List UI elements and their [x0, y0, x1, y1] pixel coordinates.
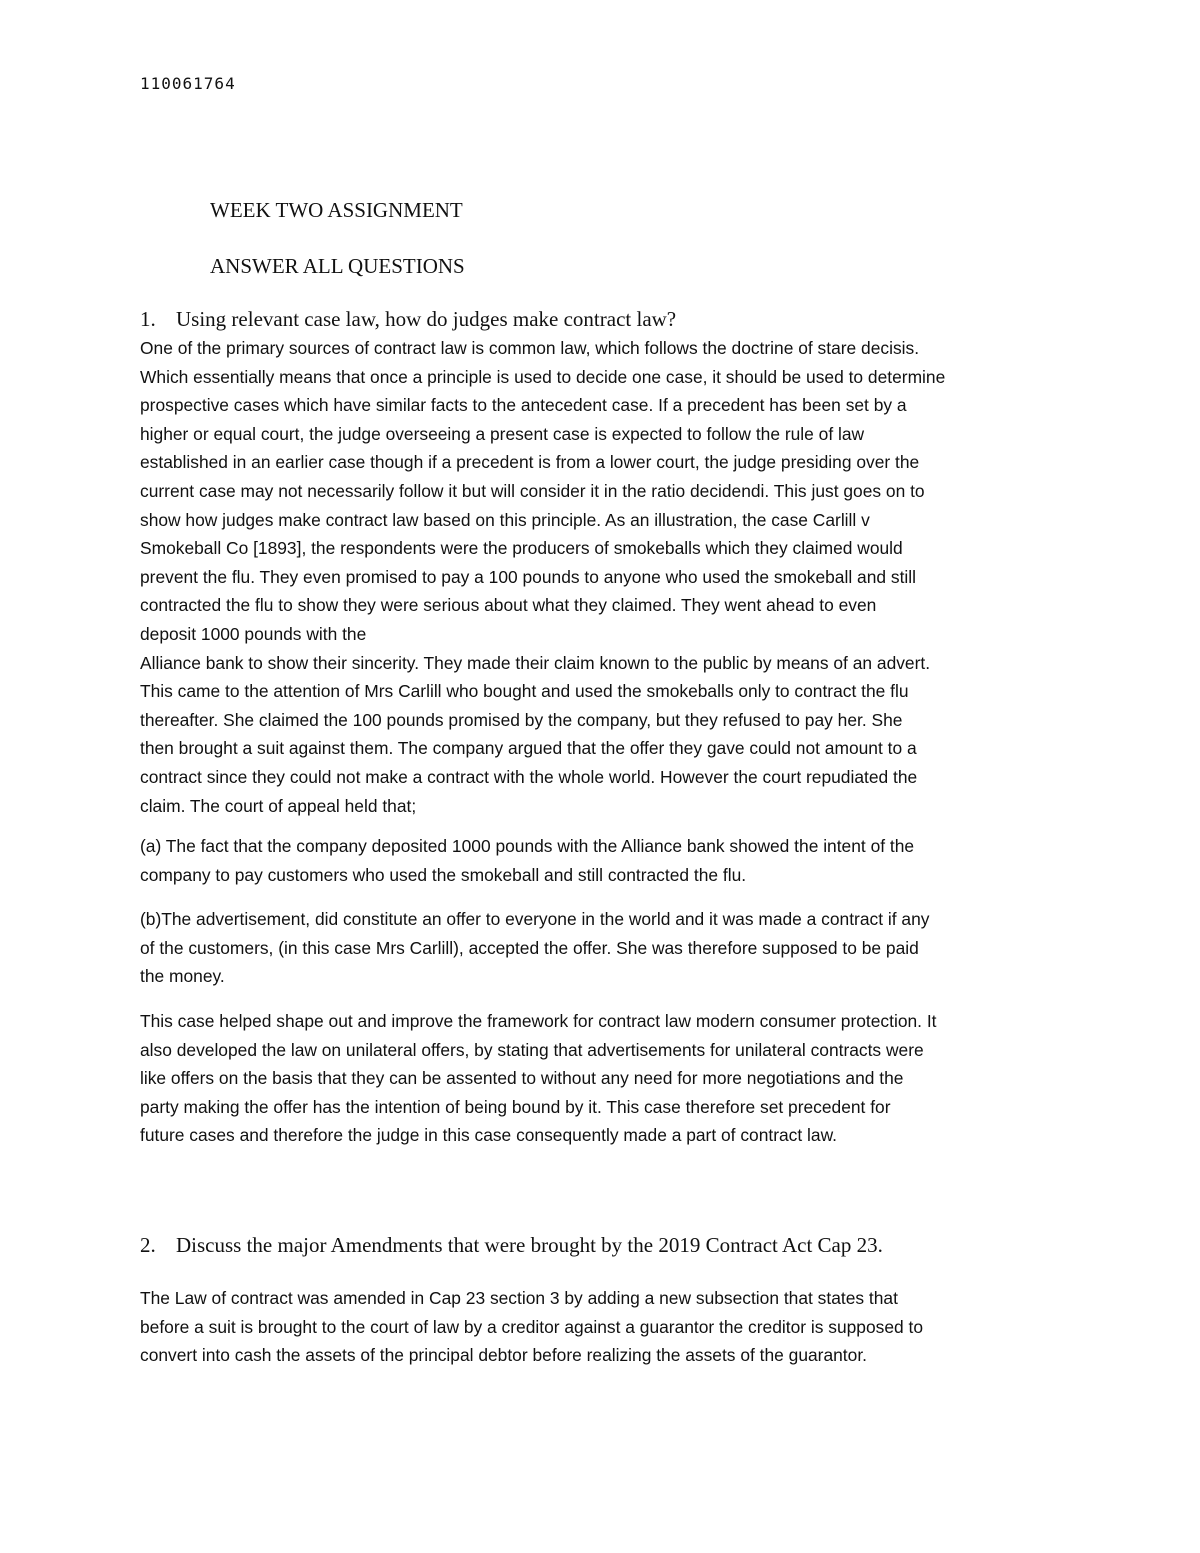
answer-line: show how judges make contract law based on this principle. As an illustration, the case Carlill v [140, 509, 870, 530]
conclusion-line: like offers on the basis that they can be assented to without any need for more negotiations and the [140, 1068, 904, 1089]
question-1-conclusion [140, 1007, 1070, 1150]
answer-line: The Law of contract was amended in Cap 23 section 3 by adding a new subsection that states that [140, 1288, 898, 1308]
answer-line: One of the primary sources of contract law is common law, which follows the doctrine of stare decisis. [140, 338, 920, 358]
question-2-text: Discuss the major Amendments that were brought by the 2019 Contract Act Cap 23. [176, 1233, 883, 1257]
answer-line: higher or equal court, the judge overseeing a present case is expected to follow the rule of law [140, 423, 865, 444]
conclusion-line: also developed the law on unilateral offers, by stating that advertisements for unilateral contracts were [140, 1039, 924, 1060]
assignment-title: WEEK TWO ASSIGNMENT [210, 198, 463, 222]
point-b-line: of the customers, (in this case Mrs Carlill), accepted the offer. She was therefore supposed to be paid [140, 937, 919, 958]
point-b-line: (b)The advertisement, did constitute an offer to everyone in the world and it was made a contract if any [140, 909, 930, 929]
point-a-line: (a) The fact that the company deposited 1000 pounds with the Alliance bank showed the intent of the [140, 836, 915, 856]
answer-line: Alliance bank to show their sincerity. They made their claim known to the public by means of an advert. [140, 652, 931, 673]
holding-point-b [140, 905, 1070, 991]
answer-line: deposit 1000 pounds with the [140, 623, 367, 644]
question-1-answer [140, 334, 1070, 820]
point-b-line: the money. [140, 966, 225, 987]
answer-line: Smokeball Co [1893], the respondents were the producers of smokeballs which they claimed would [140, 538, 903, 559]
answer-line: Which essentially means that once a principle is used to decide one case, it should be used to determine [140, 366, 946, 387]
question-2 [140, 1233, 883, 1258]
student-id: 110061764 [140, 74, 236, 93]
answer-line: established in an earlier case though if a precedent is from a lower court, the judge presiding over the [140, 452, 920, 473]
answer-line: claim. The court of appeal held that; [140, 795, 417, 816]
answer-line: before a suit is brought to the court of law by a creditor against a guarantor the creditor is supposed to [140, 1316, 924, 1337]
conclusion-line: party making the offer has the intention of being bound by it. This case therefore set precedent for [140, 1096, 891, 1117]
instruction-title: ANSWER ALL QUESTIONS [210, 254, 465, 278]
conclusion-line: This case helped shape out and improve the framework for contract law modern consumer protection. It [140, 1011, 937, 1031]
question-1 [140, 307, 676, 332]
point-a-line: company to pay customers who used the smokeball and still contracted the flu. [140, 864, 747, 885]
question-1-text: Using relevant case law, how do judges make contract law? [176, 307, 677, 331]
answer-line: then brought a suit against them. The company argued that the offer they gave could not amount to a [140, 738, 917, 759]
answer-line: convert into cash the assets of the principal debtor before realizing the assets of the guarantor. [140, 1345, 867, 1366]
question-2-number: 2. [140, 1233, 156, 1257]
answer-line: thereafter. She claimed the 100 pounds promised by the company, but they refused to pay her. She [140, 709, 903, 730]
question-1-number: 1. [140, 307, 156, 331]
holding-point-a [140, 832, 1070, 889]
answer-line: current case may not necessarily follow it but will consider it in the ratio decidendi. This just goes on to [140, 480, 925, 501]
answer-line: contract since they could not make a contract with the whole world. However the court repudiated the [140, 766, 918, 787]
answer-line: prospective cases which have similar facts to the antecedent case. If a precedent has been set by a [140, 395, 907, 416]
answer-line: contracted the flu to show they were serious about what they claimed. They went ahead to even [140, 595, 877, 616]
answer-line: This came to the attention of Mrs Carlill who bought and used the smokeballs only to contract the flu [140, 681, 909, 702]
question-2-answer [140, 1284, 1070, 1370]
conclusion-line: future cases and therefore the judge in this case consequently made a part of contract law. [140, 1125, 838, 1146]
answer-line: prevent the flu. They even promised to pay a 100 pounds to anyone who used the smokeball and still [140, 566, 916, 587]
